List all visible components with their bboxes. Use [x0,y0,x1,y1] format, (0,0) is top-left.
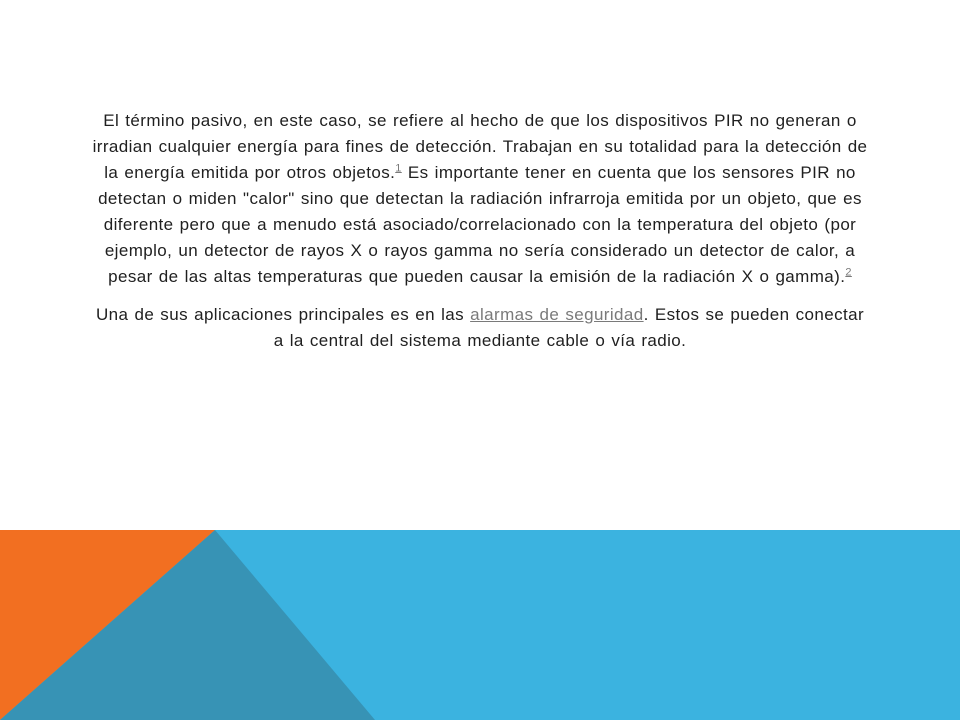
decorative-footer-band [0,530,960,720]
paragraph-applications [80,302,880,354]
paragraph-pir-description [80,108,880,290]
footnote-ref-2[interactable]: 2 [845,266,852,279]
slide-body [80,108,880,354]
paragraph2-text-a: Una de sus aplicaciones principales es en las [95,305,471,324]
footnote-ref-1[interactable]: 1 [395,162,402,175]
paragraph1-text-b: Es importante tener en cuenta que los sensores PIR no detectan o miden "calor" sino que detectan la radiación infrarroja emitida por un objeto, que es diferente pero que a menudo está asociado/correlacionado con la temperatura del objeto (por ejemplo, un detector de rayos X o rayos gamma no sería considerado un detector de calor, a pesar de las altas temperaturas que pueden causar la emisión de la radiación X o gamma). [98,163,862,286]
security-alarms-link[interactable]: alarmas de seguridad [470,305,644,324]
paragraph1-text-a: El término pasivo, en este caso, se refiere al hecho de que los dispositivos PIR no generan o irradian cualquier energía para fines de detección. Trabajan en su totalidad para la detección de la energía emitida por otros objetos. [92,111,868,182]
paragraph2-text-b: . Estos se pueden conectar a la central del sistema mediante cable o vía radio. [273,305,865,350]
